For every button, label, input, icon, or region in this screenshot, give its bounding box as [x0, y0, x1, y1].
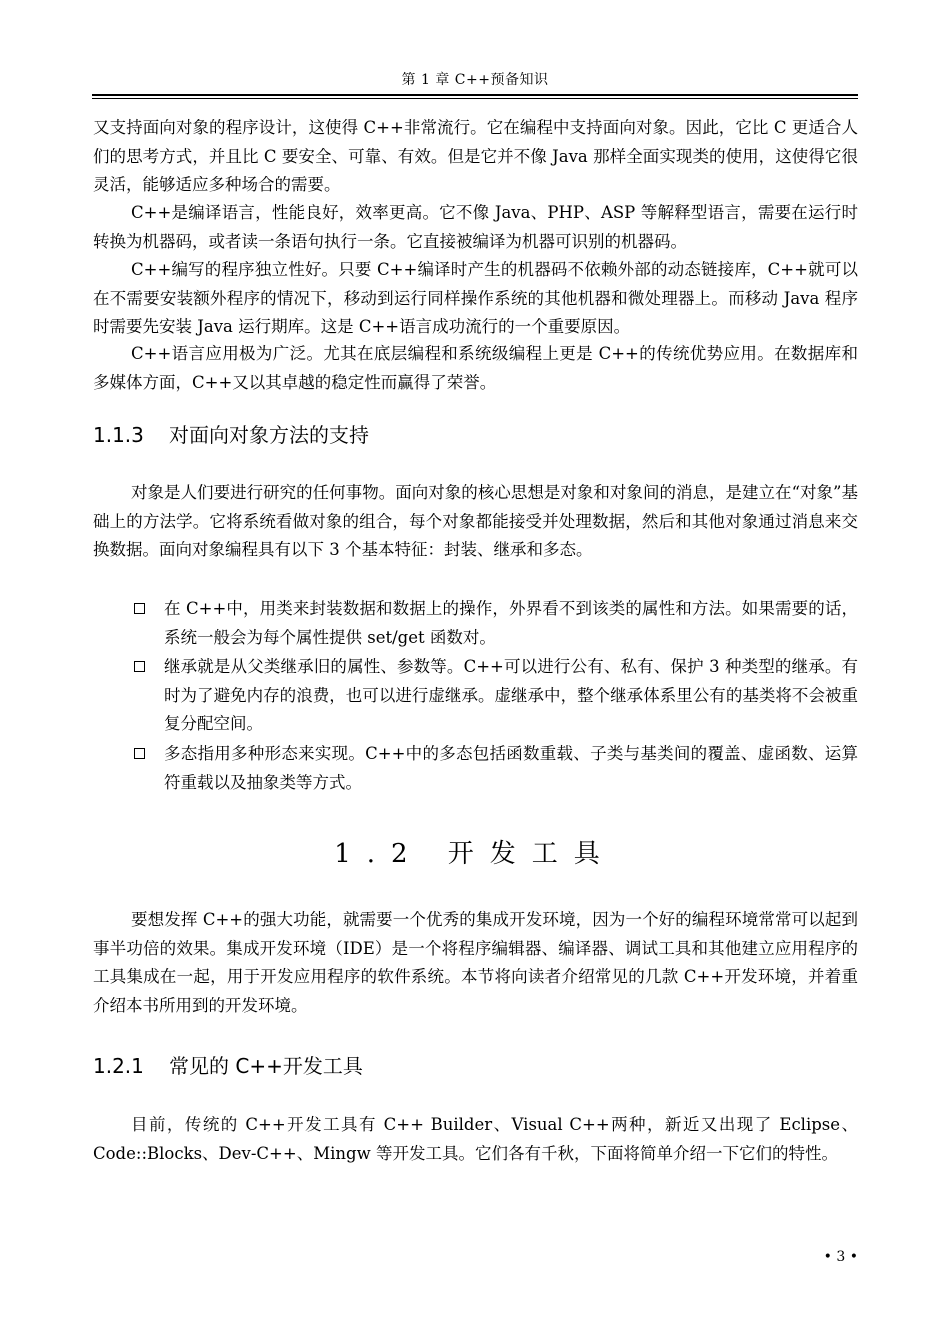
- paragraph: C++语言应用极为广泛。尤其在底层编程和系统级编程上更是 C++的传统优势应用。在数据库和多媒体方面，C++又以其卓越的稳定性而赢得了荣誉。: [93, 344, 858, 392]
- checkbox-bullet-icon: [134, 603, 145, 614]
- checkbox-bullet-icon: [134, 661, 145, 672]
- subsection-number: 1.1.3: [93, 423, 144, 447]
- subsection-title: 对面向对象方法的支持: [169, 423, 369, 447]
- list-item: [130, 595, 858, 652]
- checkbox-bullet-icon: [134, 748, 145, 759]
- list-item-text: 继承就是从父类继承旧的属性、参数等。C++可以进行公有、私有、保护 3 种类型的继承。有时为了避免内存的浪费，也可以进行虚继承。虚继承中，整个继承体系里公有的基类将不会被重复分配空间。: [164, 657, 858, 733]
- list-item-text: 在 C++中，用类来封装数据和数据上的操作，外界看不到该类的属性和方法。如果需要的话，系统一般会为每个属性提供 set/get 函数对。: [164, 599, 858, 647]
- subsection-number: 1.2.1: [93, 1054, 144, 1078]
- subsection-title: 常见的 C++开发工具: [169, 1054, 363, 1078]
- subsection-heading-1-2-1: [93, 1052, 363, 1080]
- paragraph: C++是编译语言，性能良好，效率更高。它不像 Java、PHP、ASP 等解释型语言，需要在运行时转换为机器码，或者读一条语句执行一条。它直接被编译为机器可识别的机器码。: [93, 203, 858, 251]
- header-rule: [92, 94, 858, 96]
- running-header: 第 1 章 C++预备知识: [401, 72, 549, 88]
- list-item-text: 多态指用多种形态来实现。C++中的多态包括函数重载、子类与基类间的覆盖、虚函数、运算符重载以及抽象类等方式。: [164, 744, 858, 792]
- paragraph: 对象是人们要进行研究的任何事物。面向对象的核心思想是对象和对象间的消息，是建立在“对象”基础上的方法学。它将系统看做对象的组合，每个对象都能接受并处理数据，然后和其他对象通过消息来交换数据。面向对象编程具有以下 3 个基本特征：封装、继承和多态。: [93, 483, 858, 559]
- paragraph-continued: 又支持面向对象的程序设计，这使得 C++非常流行。它在编程中支持面向对象。因此，它比 C 更适合人们的思考方式，并且比 C 要安全、可靠、有效。但是它并不像 Java 那样全面实现类的使用，这使得它很灵活，能够适应多种场合的需要。: [93, 118, 858, 194]
- section-heading-1-2: 1.2 开发工具: [334, 839, 616, 869]
- list-item: [130, 653, 858, 739]
- paragraph: 要想发挥 C++的强大功能，就需要一个优秀的集成开发环境，因为一个好的编程环境常常可以起到事半功倍的效果。集成开发环境（IDE）是一个将程序编辑器、编译器、调试工具和其他建立应用程序的工具集成在一起，用于开发应用程序的软件系统。本节将向读者介绍常见的几款 C++开发环境，并着重介绍本书所用到的开发环境。: [93, 910, 858, 1015]
- paragraph: C++编写的程序独立性好。只要 C++编译时产生的机器码不依赖外部的动态链接库，C++就可以在不需要安装额外程序的情况下，移动到运行同样操作系统的其他机器和微处理器上。而移动 Java 程序时需要先安装 Java 运行期库。这是 C++语言成功流行的一个重要原因。: [93, 260, 858, 336]
- subsection-heading-1-1-3: [93, 421, 369, 449]
- header-rule-thin: [92, 98, 858, 99]
- page-number: • 3 •: [823, 1249, 858, 1265]
- list-item: [130, 740, 858, 797]
- paragraph: 目前，传统的 C++开发工具有 C++ Builder、Visual C++两种，新近又出现了 Eclipse、Code::Blocks、Dev-C++、Mingw 等开发工具。它们各有千秋，下面将简单介绍一下它们的特性。: [93, 1115, 858, 1163]
